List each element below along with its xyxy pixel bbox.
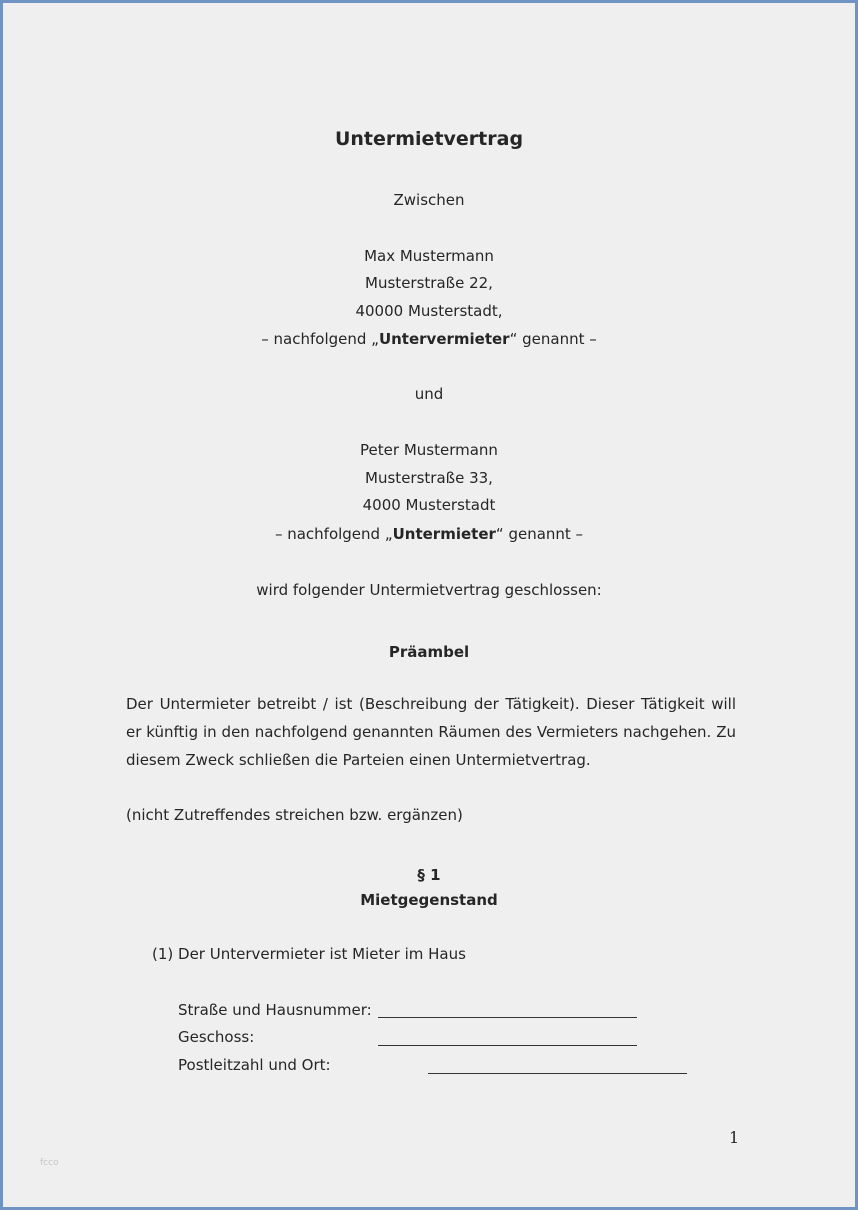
- preamble-note: (nicht Zutreffendes streichen bzw. ergänzen): [126, 806, 463, 824]
- party2-street: Musterstraße 33,: [365, 469, 493, 487]
- preamble-text: Der Untermieter betreibt / ist (Beschreibung der Tätigkeit). Dieser Tätigkeit will er künftig in den nachfolgend genannten Räumen des Vermieters nachgehen. Zu diesem Zweck schließen die Parteien einen Untermietvertrag.: [126, 695, 736, 769]
- party2-role-prefix: – nachfolgend „: [274, 525, 393, 543]
- party2-role: Untermieter: [392, 525, 496, 543]
- party2-city: 4000 Musterstadt: [362, 496, 496, 514]
- watermark-text: fcco: [40, 1158, 59, 1168]
- field-label-street: Straße und Hausnummer:: [178, 1001, 372, 1019]
- contract-statement: wird folgender Untermietvertrag geschlossen:: [256, 581, 602, 599]
- party2-name: Peter Mustermann: [360, 441, 498, 459]
- party1-name: Max Mustermann: [364, 247, 494, 265]
- intro-text: Zwischen: [393, 191, 465, 209]
- party1-role: Untervermieter: [378, 330, 510, 348]
- party1-role-suffix: “ genannt –: [509, 330, 597, 348]
- party1-street: Musterstraße 22,: [365, 274, 493, 292]
- party1-role-prefix: – nachfolgend „: [261, 330, 379, 348]
- party1-city: 40000 Musterstadt,: [355, 302, 503, 320]
- party2-role-line: [0, 524, 858, 544]
- field-label-postal-city: Postleitzahl und Ort:: [178, 1056, 331, 1074]
- page-number: 1: [729, 1128, 740, 1147]
- document-title: Untermietvertrag: [334, 128, 524, 150]
- field-label-floor: Geschoss:: [178, 1028, 255, 1046]
- party1-role-line: [0, 329, 858, 349]
- field-blank-postal-city[interactable]: [428, 1061, 687, 1074]
- field-blank-street[interactable]: [378, 1005, 637, 1018]
- field-blank-floor[interactable]: [378, 1033, 637, 1046]
- conjunction-text: und: [414, 385, 444, 403]
- section1-clause: (1) Der Untervermieter ist Mieter im Haus: [152, 945, 466, 963]
- section1-heading: Mietgegenstand: [360, 891, 498, 909]
- preamble-heading: Präambel: [388, 643, 470, 661]
- party2-role-suffix: “ genannt –: [495, 525, 584, 543]
- section1-number: § 1: [417, 866, 441, 884]
